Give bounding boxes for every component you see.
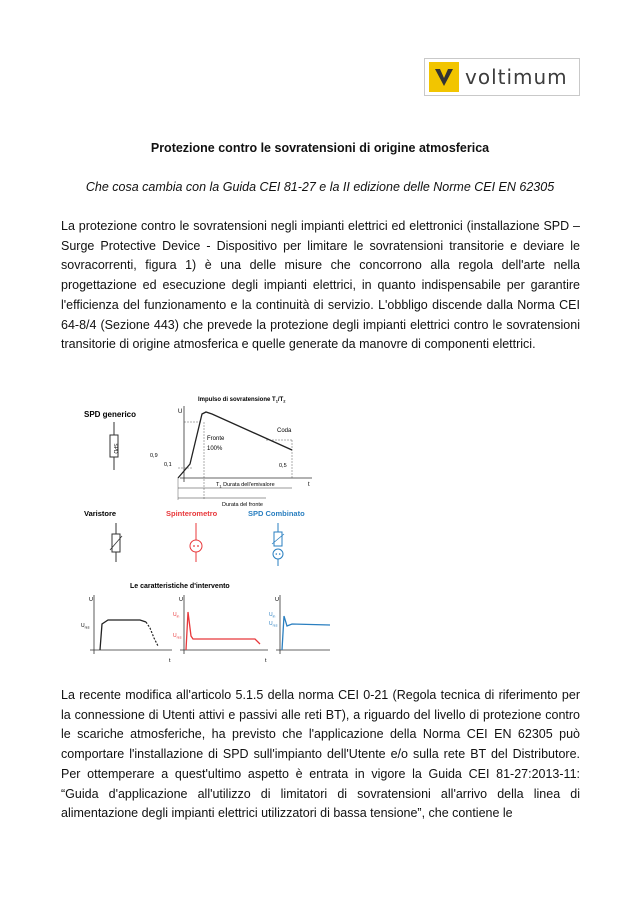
- impulse-fronte-label: Fronte: [207, 436, 225, 442]
- char3-u-label: U: [275, 597, 279, 603]
- char1-ures-label: $U_{res}$: [81, 623, 90, 630]
- gap-symbol: [190, 540, 202, 552]
- label-caratteristiche: Le caratteristiche d'intervento: [130, 583, 230, 590]
- impulse-100pct-label: 100%: [207, 446, 223, 452]
- combo-gap-symbol: [273, 549, 283, 559]
- char2-curve: [186, 612, 260, 650]
- char2-t-label: t: [265, 658, 267, 664]
- impulse-t1-label: $T_1$ Durata dell'emivalore: [216, 482, 275, 489]
- char3-curve: [282, 616, 330, 650]
- voltimum-v-icon: [429, 62, 459, 92]
- document-subtitle: Che cosa cambia con la Guida CEI 81-27 e la II edizione delle Norme CEI EN 62305: [85, 180, 555, 194]
- impulse-01-label: 0,1: [164, 462, 172, 468]
- char1-t-label: t: [169, 658, 171, 664]
- label-spd-combinato: SPD Combinato: [248, 509, 305, 518]
- voltimum-logo: [424, 58, 580, 96]
- impulse-09-label: 0,9: [150, 453, 158, 459]
- char3-uin-label: $U_{in}$: [269, 612, 276, 619]
- gap-electrode-left: [193, 545, 195, 547]
- impulse-curve: [178, 412, 292, 478]
- char2-ures-label: $U_{res}$: [173, 633, 182, 640]
- label-impulse-title: Impulso di sovratensione $T_1/T_2$: [198, 397, 286, 404]
- label-varistore: Varistore: [84, 509, 117, 518]
- paragraph-intro: La protezione contro le sovratensioni negli impianti elettrici ed elettronici (installazione SPD – Surge Protective Device - Dispositivo per limitare le sovratensioni transitorie e deviare le sovracorrenti, figura 1) è una delle misure che concorrono alla regola dell'arte nella progettazione ed esecuzione degli impianti elettrici, in quanto indispensabile per garantire l'efficienza del funzionamento e la continuità di servizio. L'obbligo discende dalla Norma CEI 64-8/4 (Sezione 443) che prevede la protezione degli impianti elettrici contro le sovratensioni transitorie di origine atmosferica e quelle generate da manovre di componenti elettrici.: [61, 219, 580, 352]
- impulse-durata-fronte-label: Durata del fronte: [222, 502, 263, 508]
- char2-u-label: U: [179, 597, 183, 603]
- impulse-coda-label: Coda: [277, 428, 292, 434]
- gap-electrode-right: [197, 545, 199, 547]
- spd-symbol-label: SPD: [112, 443, 118, 454]
- char3-ures-label: $U_{res}$: [269, 621, 278, 628]
- figure-svg: [80, 392, 330, 667]
- combo-electrode-left: [276, 553, 278, 555]
- paragraph-cei-021: La recente modifica all'articolo 5.1.5 della norma CEI 0-21 (Regola tecnica di riferimento per la connessione di Utenti attivi e passivi alle reti BT), a riguardo del livello di protezione contro le scariche atmosferiche, ha previsto che l'applicazione della Norma CEI EN 62305 può comportare l'installazione di SPD sull'impianto dell'Utente e/o sulla rete BT del Distributore. Per ottemperare a quest'ultimo aspetto è entrata in vigore la Guida CEI 81-27:2013-11: “Guida d'applicazione all'utilizzo di limitatori di sovratensioni all'arrivo della linea di alimentazione degli impianti elettrici utilizzatori di bassa tensione”, che contiene le: [61, 688, 580, 821]
- logo-brand-text: voltimum: [465, 65, 568, 89]
- char1-curve: [100, 620, 146, 650]
- label-spd-generico: SPD generico: [84, 410, 137, 419]
- figure-spd-overview: [80, 392, 330, 667]
- impulse-05-label: 0,5: [279, 463, 287, 469]
- label-spinterometro: Spinterometro: [166, 509, 218, 518]
- char1-u-label: U: [89, 597, 93, 603]
- impulse-t-label: t: [308, 482, 310, 488]
- impulse-u-label: U: [178, 409, 183, 415]
- char1-curve-decay: [146, 622, 158, 646]
- char2-uin-label: $U_{in}$: [173, 612, 180, 619]
- document-title: Protezione contro le sovratensioni di origine atmosferica: [150, 141, 490, 155]
- combo-electrode-right: [279, 553, 281, 555]
